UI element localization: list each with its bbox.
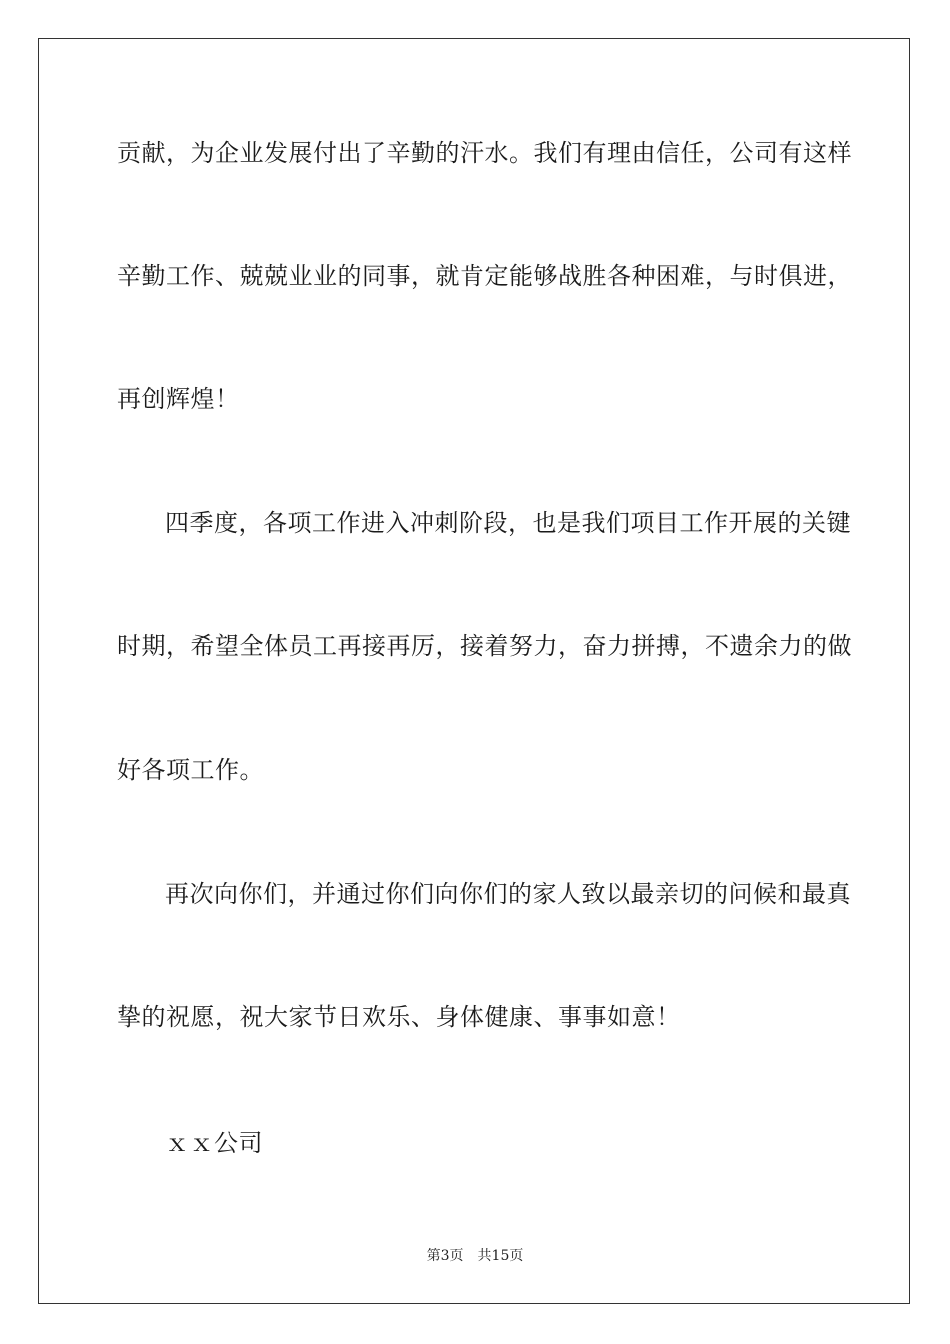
paragraph-2-line-1: 四季度，各项工作进入冲刺阶段，也是我们项目工作开展的关键 [165, 509, 851, 537]
paragraph-1-line-1: 贡献，为企业发展付出了辛勤的汗水。我们有理由信任，公司有这样 [117, 139, 852, 167]
paragraph-1-line-2: 辛勤工作、兢兢业业的同事，就肯定能够战胜各种困难，与时俱进， [117, 262, 852, 290]
signature-company: ｘｘ公司 [165, 1129, 263, 1157]
paragraph-2-line-3: 好各项工作。 [117, 756, 264, 784]
page-number-footer: 第3页 共15页 [426, 1248, 524, 1264]
paragraph-3-line-2: 挚的祝愿，祝大家节日欢乐、身体健康、事事如意！ [117, 1003, 681, 1031]
paragraph-1-line-3: 再创辉煌！ [117, 385, 240, 413]
page-border [38, 38, 910, 1304]
paragraph-3-line-1: 再次向你们，并通过你们向你们的家人致以最亲切的问候和最真 [165, 880, 851, 908]
paragraph-2-line-2: 时期，希望全体员工再接再厉，接着努力，奋力拼搏，不遗余力的做 [117, 632, 852, 660]
